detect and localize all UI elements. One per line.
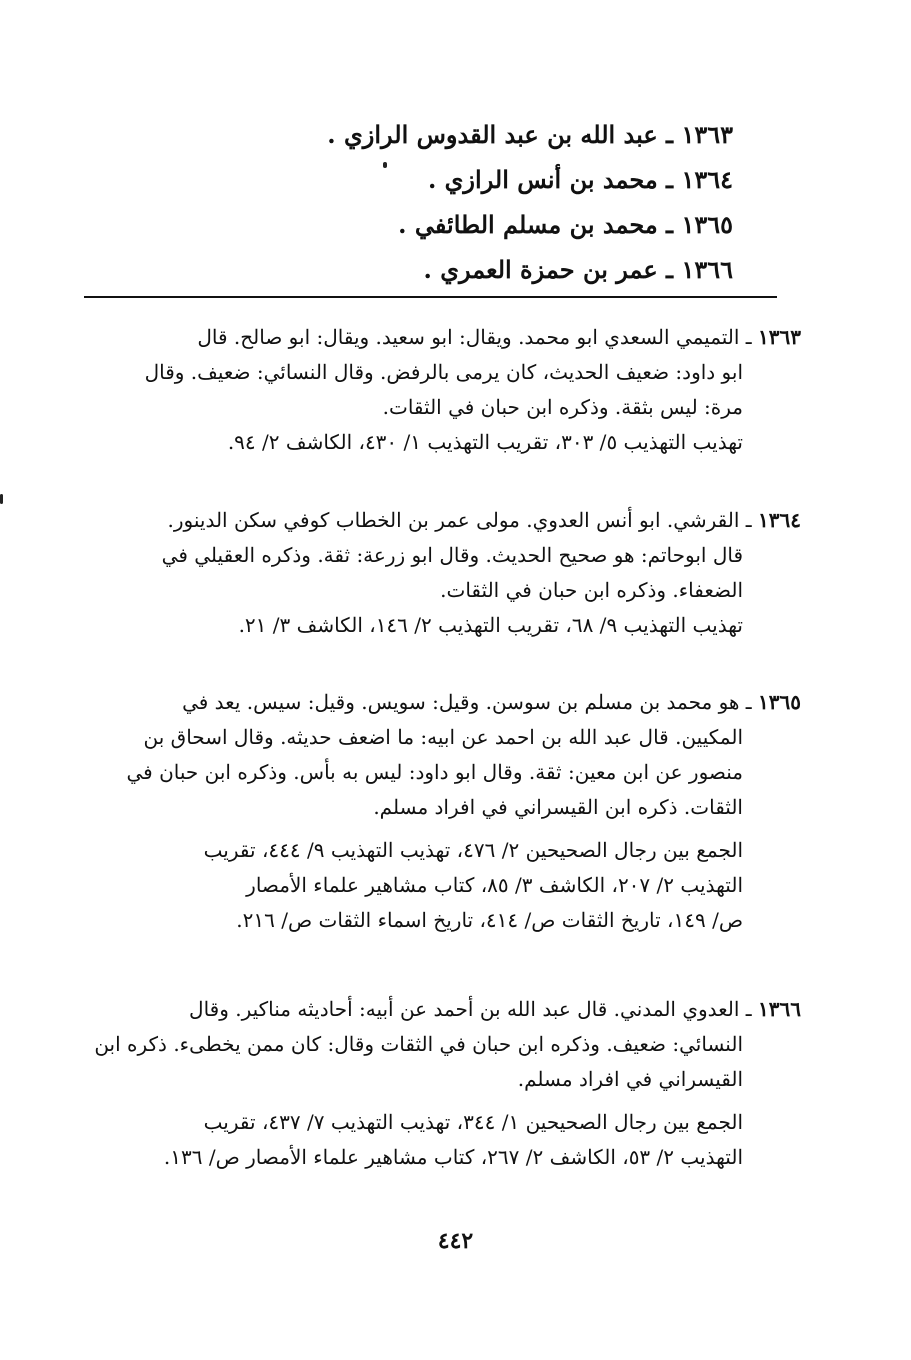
footnote-separator [84, 296, 777, 298]
entry-line: قال ابوحاتم: هو صحيح الحديث. وقال ابو زرعة: ثقة. وذكره العقيلي في [161, 543, 743, 567]
entry-line: الضعفاء. وذكره ابن حبان في الثقات. [440, 578, 743, 602]
entry-headings [173, 112, 733, 292]
entry-reference: تهذيب التهذيب ٩/ ٦٨، تقريب التهذيب ٢/ ١٤٦، الكاشف ٣/ ٢١. [238, 613, 743, 637]
entry-1365 [81, 685, 801, 938]
entry-1364 [81, 503, 801, 643]
entry-number: ١٣٦٦ [758, 997, 801, 1021]
entry-line: ابو داود: ضعيف الحديث، كان يرمى بالرفض. وقال النسائي: ضعيف. وقال [144, 360, 743, 384]
heading-1363: ١٣٦٣ ـ عبد الله بن عبد القدوس الرازي . [327, 120, 733, 149]
entry-1366 [81, 992, 801, 1175]
entry-1363 [81, 320, 801, 460]
entry-number: ١٣٦٤ [758, 508, 801, 532]
entry-first-line [81, 503, 801, 538]
entry-first-line [81, 992, 801, 1027]
entry-reference: الجمع بين رجال الصحيحين ٢/ ٤٧٦، تهذيب التهذيب ٩/ ٤٤٤، تقريب [203, 838, 743, 862]
entry-text: ـ العدوي المدني. قال عبد الله بن أحمد عن أبيه: أحاديثه مناكير. وقال [189, 997, 752, 1021]
entry-line: منصور عن ابن معين: ثقة. وقال ابو داود: ليس به بأس. وذكره ابن حبان في [126, 760, 743, 784]
heading-1366: ١٣٦٦ ـ عمر بن حمزة العمري . [423, 255, 733, 284]
heading-1364: ١٣٦٤ ـ محمد بن أنس الرازي . [427, 165, 733, 194]
entry-reference: ص/ ١٤٩، تاريخ الثقات ص/ ٤١٤، تاريخ اسماء الثقات ص/ ٢١٦. [236, 908, 743, 932]
entry-line: النسائي: ضعيف. وذكره ابن حبان في الثقات وقال: كان ممن يخطىء. ذكره ابن [94, 1032, 743, 1056]
entry-line: الثقات. ذكره ابن القيسراني في افراد مسلم. [373, 795, 743, 819]
entry-first-line [81, 685, 801, 720]
heading-1365: ١٣٦٥ ـ محمد بن مسلم الطائفي . [398, 210, 733, 239]
scan-speck [0, 494, 3, 504]
entry-reference: التهذيب ٢/ ٢٠٧، الكاشف ٣/ ٨٥، كتاب مشاهير علماء الأمصار [246, 873, 743, 897]
entry-reference: التهذيب ٢/ ٥٣، الكاشف ٢/ ٢٦٧، كتاب مشاهير علماء الأمصار ص/ ١٣٦. [163, 1145, 743, 1169]
entry-line: مرة: ليس بثقة. وذكره ابن حبان في الثقات. [382, 395, 743, 419]
entry-text: ـ القرشي. ابو أنس العدوي. مولى عمر بن الخطاب كوفي سكن الدينور. [167, 508, 752, 532]
entry-text: ـ هو محمد بن مسلم بن سوسن. وقيل: سويس. وقيل: سيس. يعد في [182, 690, 752, 714]
scan-speck [383, 162, 387, 168]
entry-first-line [81, 320, 801, 355]
entry-line: المكيين. قال عبد الله بن احمد عن ابيه: ما اضعف حديثه. وقال اسحاق بن [143, 725, 743, 749]
page-number: ٤٤٢ [437, 1228, 474, 1254]
entry-reference: تهذيب التهذيب ٥/ ٣٠٣، تقريب التهذيب ١/ ٤٣٠، الكاشف ٢/ ٩٤. [227, 430, 743, 454]
entry-line: القيسراني في افراد مسلم. [517, 1067, 743, 1091]
entry-reference: الجمع بين رجال الصحيحين ١/ ٣٤٤، تهذيب التهذيب ٧/ ٤٣٧، تقريب [203, 1110, 743, 1134]
entry-text: ـ التميمي السعدي ابو محمد. ويقال: ابو سعيد. ويقال: ابو صالح. قال [197, 325, 752, 349]
entry-number: ١٣٦٥ [758, 690, 801, 714]
entry-number: ١٣٦٣ [758, 325, 801, 349]
